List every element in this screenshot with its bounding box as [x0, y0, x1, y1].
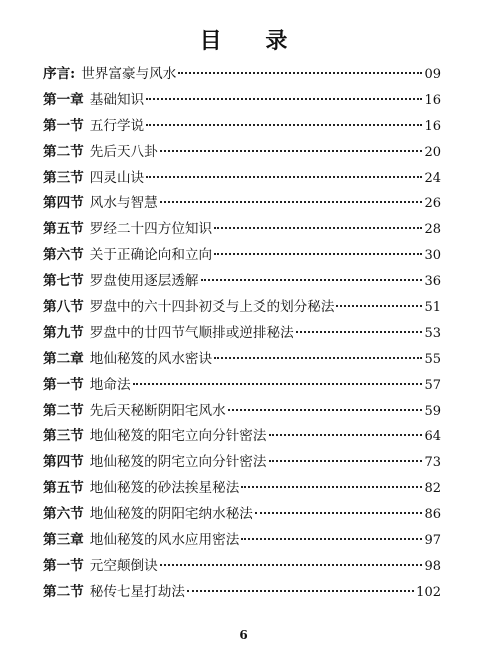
toc-entry-label: [43, 321, 294, 347]
dot-leader: [160, 564, 423, 566]
toc-entry-label: [43, 295, 334, 321]
dot-leader: [133, 383, 423, 385]
toc-page: 24: [424, 170, 441, 186]
toc-page: 55: [424, 351, 441, 367]
toc-title: 基础知识: [89, 91, 145, 108]
toc-section: 第一章: [43, 91, 84, 108]
toc-section: 第五节: [43, 221, 84, 238]
toc-entry-label: [43, 476, 239, 502]
dot-leader: [228, 409, 423, 411]
toc-title: 地命法: [89, 376, 131, 393]
dot-leader: [241, 486, 422, 488]
toc-section: 第一节: [43, 376, 84, 393]
toc-title: 四灵山诀: [89, 169, 145, 186]
toc-section: 第二节: [43, 583, 84, 600]
dot-leader: [269, 460, 423, 462]
toc-section: 第三章: [43, 532, 84, 549]
toc-section: 第六节: [43, 247, 84, 264]
dot-leader: [201, 279, 423, 281]
toc-entry-label: [43, 191, 158, 217]
dot-leader: [146, 124, 422, 126]
toc-page: 82: [424, 481, 441, 497]
toc-page: 20: [424, 144, 441, 160]
toc-title: 世界富豪与风水: [81, 66, 177, 82]
toc-section: 第五节: [43, 480, 84, 497]
toc-entry: [43, 295, 441, 321]
toc-title: 罗经二十四方位知识: [89, 221, 213, 238]
dot-leader: [255, 512, 423, 514]
toc-entry: [43, 62, 441, 88]
toc-entry: [43, 166, 441, 192]
dot-leader: [214, 357, 422, 359]
toc-entry: [43, 217, 441, 243]
toc-entry-label: [43, 502, 253, 528]
toc-entry-label: [43, 140, 158, 166]
toc-page: 36: [424, 274, 441, 290]
toc-section: 第四节: [43, 195, 84, 212]
toc-section: 第八节: [43, 299, 84, 316]
dot-leader: [160, 150, 423, 152]
toc-entry-label: [43, 424, 267, 450]
toc-entry: [43, 191, 441, 217]
toc-section: 第三节: [43, 428, 84, 445]
toc-section: 第三节: [43, 169, 84, 186]
toc-page: 16: [424, 92, 441, 108]
toc-page: 73: [424, 455, 441, 471]
dot-leader: [187, 590, 414, 592]
toc-page: 30: [424, 248, 441, 264]
toc-section: 第六节: [43, 506, 84, 523]
toc-page: 09: [424, 67, 441, 82]
toc-page: 26: [424, 196, 441, 212]
toc-entry: [43, 450, 441, 476]
toc-section: 第九节: [43, 324, 84, 341]
toc-section: 第二节: [43, 402, 84, 419]
toc-title: 地仙秘笈的风水应用密法: [89, 532, 240, 549]
toc-entry: [43, 502, 441, 528]
toc-title: 先后天秘断阴阳宅风水: [89, 402, 226, 419]
toc-page: 98: [424, 558, 441, 574]
toc-entry-label: [43, 269, 199, 295]
toc-title: 地仙秘笈的风水密诀: [89, 350, 213, 367]
toc-page: 97: [424, 533, 441, 549]
toc-entry: [43, 580, 441, 606]
toc-entry-label: [43, 580, 185, 606]
toc-entry: [43, 528, 441, 554]
page-title: 目 录: [199, 28, 306, 54]
dot-leader: [146, 176, 422, 178]
dot-leader: [178, 72, 422, 74]
toc-entry-label: [43, 166, 144, 192]
toc-section: 第四节: [43, 454, 84, 471]
dot-leader: [160, 201, 423, 203]
toc-entry-label: [43, 62, 176, 88]
toc-entry-label: [43, 373, 131, 399]
toc-page: 59: [424, 403, 441, 419]
toc-entry-label: [43, 399, 226, 425]
toc-title: 罗盘中的廿四节气顺排或逆排秘法: [89, 324, 294, 341]
table-of-contents: [43, 62, 441, 606]
toc-section: 第二节: [43, 143, 84, 160]
toc-entry-label: [43, 217, 212, 243]
toc-title: 风水与智慧: [89, 195, 158, 212]
toc-title: 关于正确论向和立向: [89, 247, 213, 264]
page-number: 6: [239, 628, 248, 642]
toc-page: 16: [424, 118, 441, 134]
toc-entry-label: [43, 528, 239, 554]
toc-entry: [43, 424, 441, 450]
toc-title: 地仙秘笈的阴宅立向分针密法: [89, 454, 267, 471]
toc-entry: [43, 269, 441, 295]
dot-leader: [214, 227, 422, 229]
dot-leader: [336, 305, 422, 307]
toc-entry-label: [43, 243, 212, 269]
toc-entry: [43, 321, 441, 347]
toc-title: 地仙秘笈的阴阳宅纳水秘法: [89, 506, 253, 523]
dot-leader: [214, 253, 422, 255]
toc-entry: [43, 373, 441, 399]
dot-leader: [146, 98, 422, 100]
toc-page: 102: [416, 584, 441, 600]
toc-entry: [43, 399, 441, 425]
toc-entry: [43, 554, 441, 580]
toc-page: 64: [424, 429, 441, 445]
toc-entry: [43, 140, 441, 166]
toc-title: 罗盘使用逐层透解: [89, 273, 199, 290]
toc-page: 53: [424, 325, 441, 341]
toc-title: 五行学说: [89, 117, 145, 134]
toc-section: 第一节: [43, 557, 84, 574]
toc-entry-label: [43, 450, 267, 476]
toc-title: 秘传七星打劫法: [89, 583, 185, 600]
toc-section: 序言:: [43, 66, 76, 82]
toc-title: 地仙秘笈的砂法挨星秘法: [89, 480, 240, 497]
toc-section: 第七节: [43, 273, 84, 290]
toc-entry: [43, 476, 441, 502]
toc-entry: [43, 114, 441, 140]
dot-leader: [269, 434, 423, 436]
toc-title: 元空颠倒诀: [89, 557, 158, 574]
toc-page: 86: [424, 507, 441, 523]
dot-leader: [296, 331, 423, 333]
toc-title: 先后天八卦: [89, 143, 158, 160]
toc-entry: [43, 347, 441, 373]
toc-entry-label: [43, 114, 144, 140]
toc-entry-label: [43, 88, 144, 114]
toc-section: 第二章: [43, 350, 84, 367]
toc-page: 51: [424, 300, 441, 316]
toc-entry-label: [43, 347, 212, 373]
toc-title: 地仙秘笈的阳宅立向分针密法: [89, 428, 267, 445]
toc-page: 57: [424, 377, 441, 393]
toc-title: 罗盘中的六十四卦初爻与上爻的划分秘法: [89, 299, 335, 316]
toc-entry-label: [43, 554, 158, 580]
toc-entry: [43, 88, 441, 114]
toc-entry: [43, 243, 441, 269]
dot-leader: [241, 538, 422, 540]
toc-page: 28: [424, 222, 441, 238]
toc-section: 第一节: [43, 117, 84, 134]
